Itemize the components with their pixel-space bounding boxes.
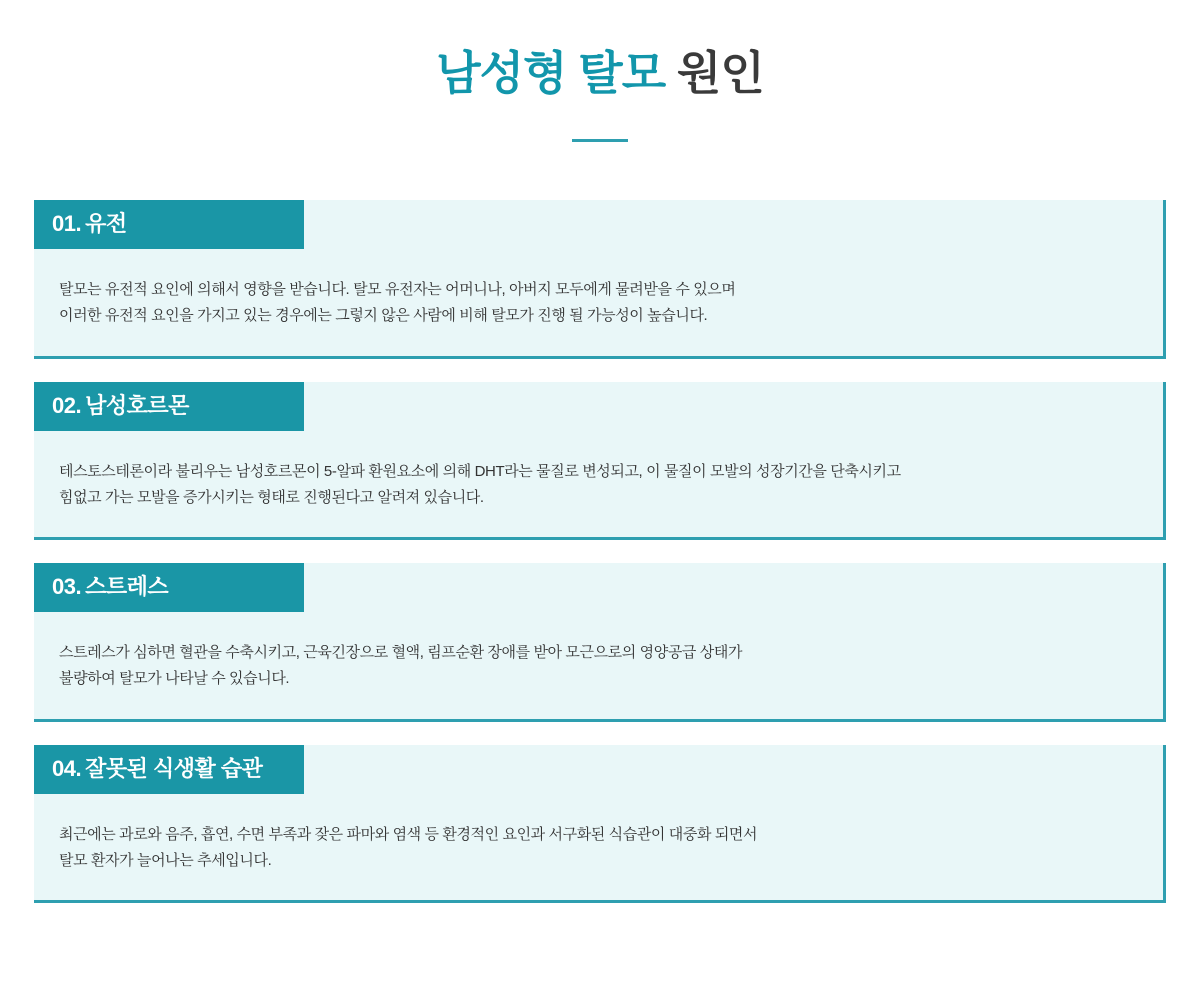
section-card xyxy=(34,563,1166,722)
page-title-rest: 원인 xyxy=(665,47,764,99)
body-line: 탈모 환자가 늘어나는 추세입니다. xyxy=(59,851,272,869)
section-heading xyxy=(34,745,304,794)
section-card xyxy=(34,382,1166,541)
section-body xyxy=(34,612,1163,693)
section-number: 03. xyxy=(52,574,82,600)
section-body xyxy=(34,249,1163,330)
section-title: 유전 xyxy=(85,211,127,237)
page-title-accent: 남성형 탈모 xyxy=(436,47,666,99)
section-card xyxy=(34,745,1166,904)
section-heading xyxy=(34,200,304,249)
section-heading xyxy=(34,382,304,431)
body-line: 스트레스가 심하면 혈관을 수축시키고, 근육긴장으로 혈액, 림프순환 장애를 받아 모근으로의 영양공급 상태가 xyxy=(59,644,743,662)
body-line: 탈모는 유전적 요인에 의해서 영향을 받습니다. 탈모 유전자는 어머니나, 아버지 모두에게 물려받을 수 있으며 xyxy=(59,281,736,299)
body-line: 최근에는 과로와 음주, 흡연, 수면 부족과 잦은 파마와 염색 등 환경적인 요인과 서구화된 식습관이 대중화 되면서 xyxy=(59,825,758,843)
section-body xyxy=(34,431,1163,512)
section-title: 스트레스 xyxy=(85,574,169,600)
section-title: 남성호르몬 xyxy=(85,392,189,418)
section-body xyxy=(34,794,1163,875)
body-line: 힘없고 가는 모발을 증가시키는 형태로 진행된다고 알려져 있습니다. xyxy=(59,488,484,506)
section-title: 잘못된 식생활 습관 xyxy=(85,755,263,781)
section-number: 02. xyxy=(52,392,82,418)
body-line: 테스토스테론이라 불리우는 남성호르몬이 5-알파 환원요소에 의해 DHT라는 물질로 변성되고, 이 물질이 모발의 성장기간을 단축시키고 xyxy=(59,462,901,480)
body-line: 불량하여 탈모가 나타날 수 있습니다. xyxy=(59,670,290,688)
section-heading xyxy=(34,563,304,612)
title-block xyxy=(0,0,1200,142)
body-line: 이러한 유전적 요인을 가지고 있는 경우에는 그렇지 않은 사람에 비해 탈모가 진행 될 가능성이 높습니다. xyxy=(59,307,708,325)
section-number: 04. xyxy=(52,755,82,781)
section-number: 01. xyxy=(52,211,82,237)
page-title xyxy=(0,46,1200,101)
title-divider xyxy=(572,139,628,142)
sections-list xyxy=(0,200,1200,903)
section-card xyxy=(34,200,1166,359)
